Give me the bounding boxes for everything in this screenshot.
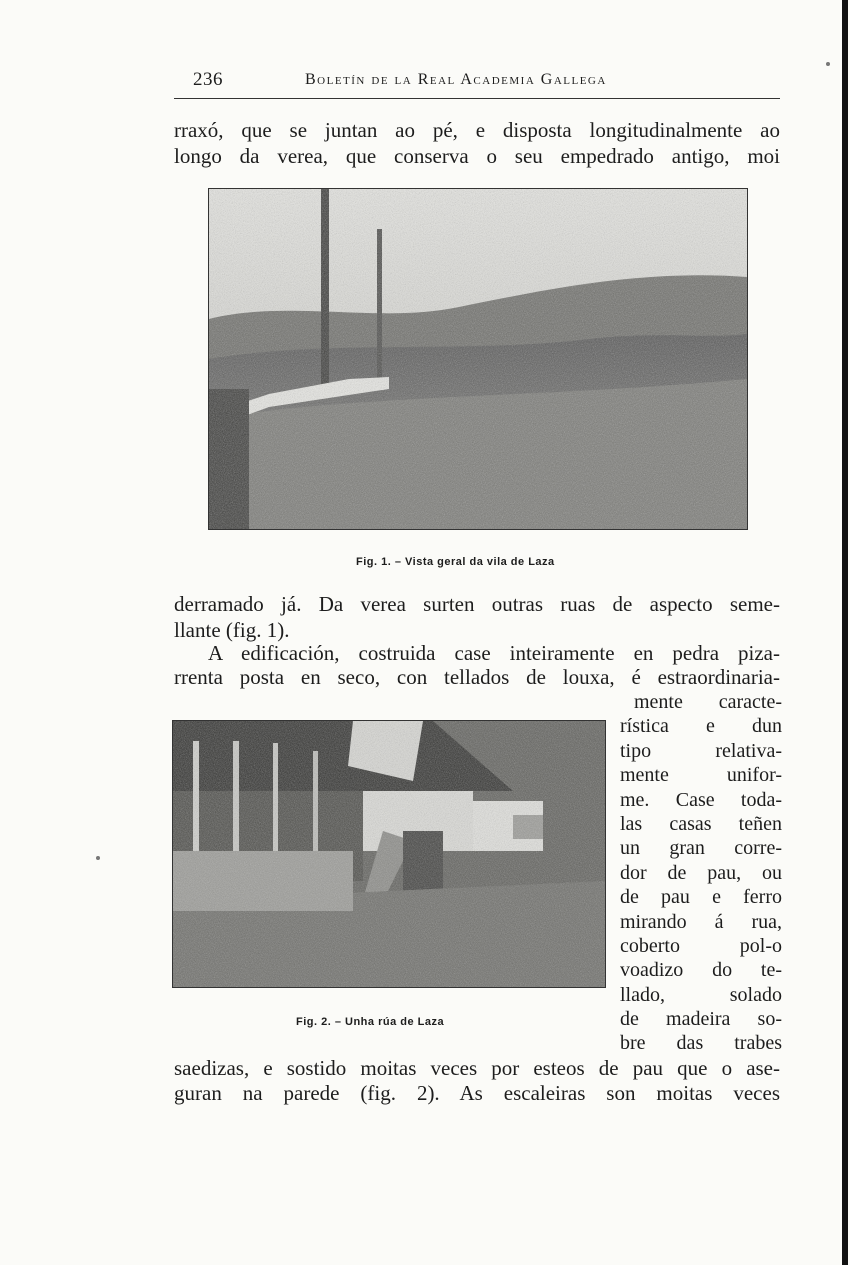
header-rule (174, 98, 780, 99)
wrapped-text-column (620, 690, 782, 1056)
scan-speck (96, 856, 100, 860)
body-line: rraxó, que se juntan ao pé, e disposta longitudinalmente ao (174, 118, 780, 142)
scan-speck (826, 62, 830, 66)
wrap-line: de madeira so- (620, 1008, 782, 1031)
wrap-line: mente caracte- (634, 691, 782, 713)
wrap-line: tipo relativa- (620, 739, 782, 762)
body-line: derramado já. Da verea surten outras ruas de aspecto seme- (174, 592, 780, 616)
wrap-line: un gran corre- (620, 837, 782, 860)
paragraph-first-line: A edificación, costruida case inteiramente en pedra piza- (208, 641, 780, 665)
running-head: Boletín de la Real Academia Gallega (305, 71, 607, 88)
wrap-line: de pau e ferro (620, 886, 782, 909)
binding-edge (842, 0, 848, 1265)
wrap-line: voadizo do te- (620, 959, 782, 982)
wrap-line: coberto pol-o (620, 934, 782, 957)
landscape-photo-image (209, 189, 747, 529)
body-line: longo da verea, que conserva o seu empedrado antigo, moi (174, 144, 780, 168)
page-number: 236 (193, 69, 223, 90)
wrap-line: mirando á rua, (620, 910, 782, 933)
wrap-line: llado, solado (620, 983, 782, 1006)
figure-1-caption: Fig. 1. – Vista geral da vila de Laza (356, 556, 555, 568)
body-line: llante (fig. 1). (174, 618, 290, 642)
figure-2-caption: Fig. 2. – Unha rúa de Laza (296, 1016, 445, 1028)
figure-1-photo (208, 188, 748, 530)
wrap-line: me. Case toda- (620, 788, 782, 811)
body-line: rrenta posta en seco, con tellados de louxa, é estraordinaria- (174, 665, 780, 689)
wrap-line: mente unifor- (620, 764, 782, 787)
wrap-line: dor de pau, ou (620, 861, 782, 884)
figure-2-photo (172, 720, 606, 988)
street-photo-image (173, 721, 605, 987)
wrap-line: las casas teñen (620, 812, 782, 835)
body-line: guran na parede (fig. 2). As escaleiras son moitas veces (174, 1081, 780, 1105)
wrap-line: rística e dun (620, 715, 782, 738)
body-line: saedizas, e sostido moitas veces por esteos de pau que o ase- (174, 1056, 780, 1080)
wrap-line: bre das trabes (620, 1032, 782, 1055)
